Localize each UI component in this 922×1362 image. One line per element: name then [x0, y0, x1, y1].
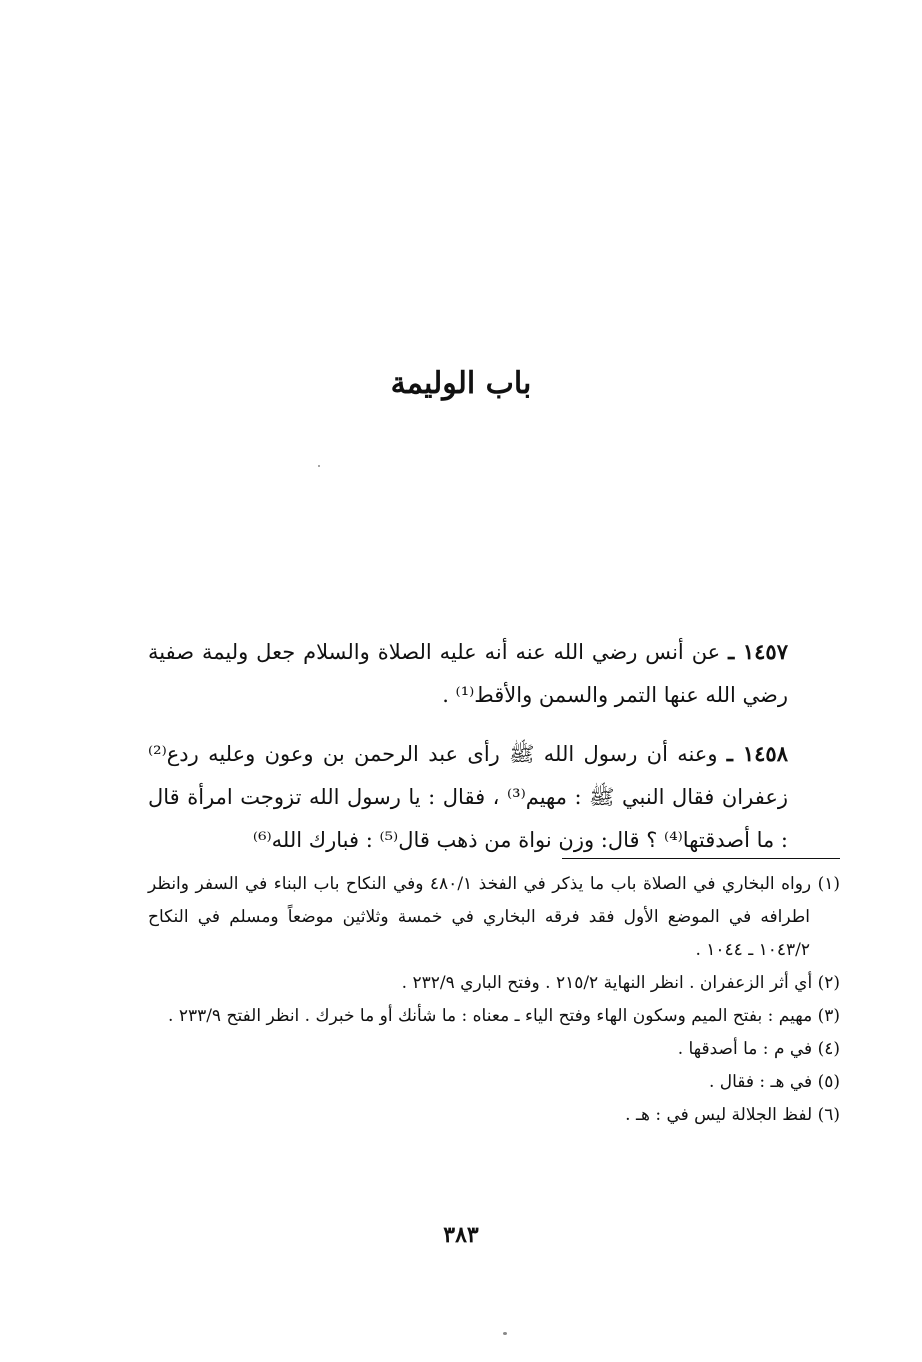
footnote-item: (٥) في هـ : فقال .	[708, 1072, 840, 1092]
hadith-number: ١٤٥٨ ـ	[726, 741, 788, 766]
footnote-item: (١) رواه البخاري في الصلاة باب ما يذكر في الفخذ ٤٨٠/١ وفي النكاح باب البناء في السفر وانظر اطرافه في الموضع الأول فقد فرقه البخاري في خمسة وثلاثين موضعاً ومسلم في النكاح ١٠٤٣/٢ ـ ١٠٤٤ .	[148, 874, 841, 960]
footnote-item: (٣) مهيم : بفتح الميم وسكون الهاء وفتح الياء ـ معناه : ما شأنك أو ما خبرك . انظر الفتح ٢٣٣/٩ .	[168, 1006, 840, 1026]
footnote-item: (٦) لفظ الجلالة ليس في : هـ .	[625, 1105, 840, 1125]
chapter-title: باب الوليمة	[390, 366, 532, 401]
footnote-separator	[562, 858, 840, 859]
hadith-text: عن أنس رضي الله عنه أنه عليه الصلاة والسلام جعل وليمة صفية رضي الله عنها التمر والسمن والأقط⁽¹⁾ .	[148, 640, 788, 707]
footnote-item: (٤) في م : ما أصدقها .	[677, 1039, 840, 1059]
footnote-item: (٢) أي أثر الزعفران . انظر النهاية ٢١٥/٢ . وفتح الباري ٢٣٢/٩ .	[401, 973, 840, 993]
scan-speck	[318, 465, 320, 467]
hadith-text: وعنه أن رسول الله ﷺ رأى عبد الرحمن بن وعون وعليه ردع⁽²⁾ زعفران فقال النبي ﷺ : مهيم⁽³⁾ ، فقال : يا رسول الله تزوجت امرأة قال : ما أصدقتها⁽⁴⁾ ؟ قال: وزن نواة من ذهب قال⁽⁵⁾ : فبارك الله⁽⁶⁾	[148, 742, 788, 852]
hadith-number: ١٤٥٧ ـ	[728, 639, 788, 664]
scan-speck	[503, 1332, 507, 1335]
hadith-paragraph	[148, 732, 788, 862]
hadith-paragraph	[148, 630, 788, 717]
footnotes-list	[148, 868, 840, 1132]
page-number: ٣٨٣	[443, 1222, 479, 1248]
